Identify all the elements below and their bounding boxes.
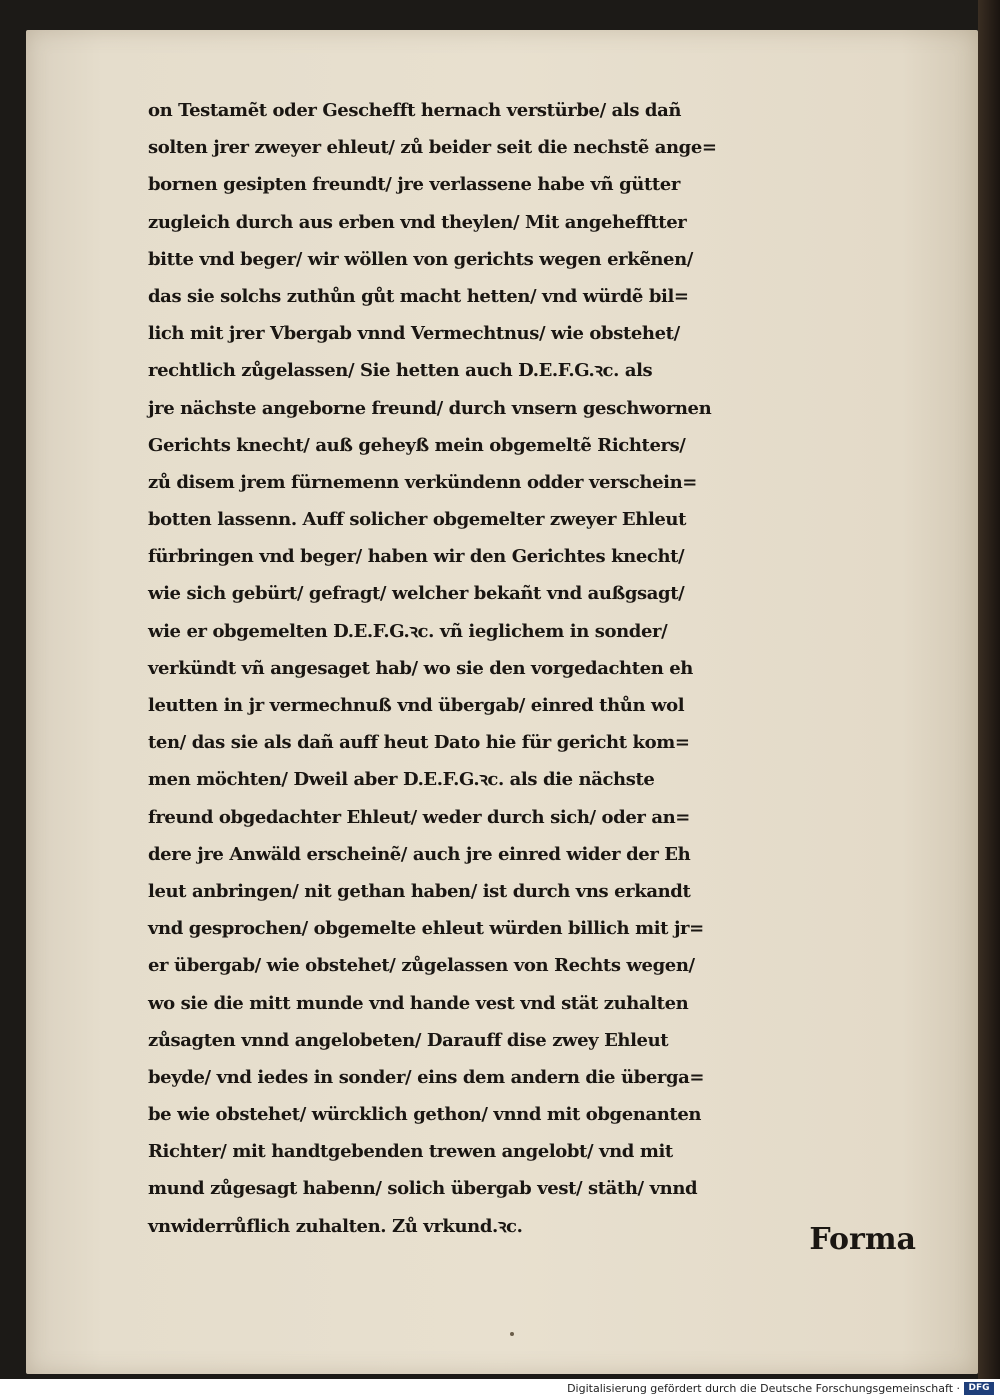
text-line: jre nächste angeborne freund/ durch vnsern geschwornen — [148, 397, 712, 419]
footer-credit: Digitalisierung gefördert durch die Deutsche Forschungsgemeinschaft · — [567, 1382, 960, 1395]
text-line: leutten in jr vermechnuß vnd übergab/ einred thůn wol — [148, 695, 685, 716]
text-line: verkündt vñ angesaget hab/ wo sie den vorgedachten eh — [148, 657, 693, 679]
text-line: Richter/ mit handtgebenden trewen angelobt/ vnd mit — [148, 1141, 673, 1163]
text-line: vnwiderrůflich zuhalten. Zů vrkund.ꝛc. — [148, 1215, 523, 1237]
text-line: leut anbringen/ nit gethan haben/ ist durch vns erkandt — [148, 880, 691, 902]
text-line: fürbringen vnd beger/ haben wir den Gerichtes knecht/ — [148, 546, 685, 568]
book-page — [26, 30, 978, 1374]
text-line: botten lassenn. Auff solicher obgemelter zweyer Ehleut — [148, 509, 687, 531]
text-line: ten/ das sie als dañ auff heut Dato hie für gericht kom= — [148, 732, 690, 754]
text-line: das sie solchs zuthůn gůt macht hetten/ vnd würdẽ bil= — [148, 285, 689, 307]
text-line: men möchten/ Dweil aber D.E.F.G.ꝛc. als die nächste — [148, 769, 655, 791]
text-line: bitte vnd beger/ wir wöllen von gerichts wegen erkẽnen/ — [148, 248, 693, 270]
text-line: zů disem jrem fürnemenn verkündenn odder verschein= — [148, 471, 697, 493]
text-line: beyde/ vnd iedes in sonder/ eins dem andern die überga= — [148, 1066, 705, 1088]
text-line: rechtlich zůgelassen/ Sie hetten auch D.E.F.G.ꝛc. als — [148, 360, 653, 382]
text-line: wie er obgemelten D.E.F.G.ꝛc. vñ ieglichem in sonder/ — [148, 620, 668, 642]
text-line: zůsagten vnnd angelobeten/ Darauff dise zwey Ehleut — [148, 1029, 669, 1051]
text-line: Gerichts knecht/ auß geheyß mein obgemeltẽ Richters/ — [148, 434, 686, 456]
catchword: Forma — [809, 1222, 916, 1257]
text-line: vnd gesprochen/ obgemelte ehleut würden billich mit jr= — [148, 918, 704, 940]
text-line: er übergab/ wie obstehet/ zůgelassen von Rechts wegen/ — [148, 955, 695, 977]
text-line: lich mit jrer Vbergab vnnd Vermechtnus/ wie obstehet/ — [148, 323, 680, 345]
text-line: freund obgedachter Ehleut/ weder durch sich/ oder an= — [148, 806, 690, 828]
book-edge — [978, 0, 1000, 1380]
text-line: mund zůgesagt habenn/ solich übergab vest/ stäth/ vnnd — [148, 1178, 698, 1200]
footer-bar — [0, 1379, 1000, 1397]
text-line: be wie obstehet/ würcklich gethon/ vnnd mit obgenanten — [148, 1104, 702, 1126]
text-line: zugleich durch aus erben vnd theylen/ Mit angehefftter — [148, 211, 687, 233]
text-line: wo sie die mitt munde vnd hande vest vnd stät zuhalten — [148, 992, 689, 1014]
text-line: bornen gesipten freundt/ jre verlassene habe vñ gütter — [148, 174, 680, 196]
text-block — [148, 92, 980, 1245]
text-line: dere jre Anwäld erscheinẽ/ auch jre einred wider der Eh — [148, 843, 691, 865]
text-line: wie sich gebürt/ gefragt/ welcher bekañt vnd außgsagt/ — [148, 583, 685, 605]
text-line: solten jrer zweyer ehleut/ zů beider seit die nechstẽ ange= — [148, 137, 717, 159]
text-line: on Testamẽt oder Geschefft hernach verstürbe/ als dañ — [148, 100, 682, 121]
page-mark — [510, 1332, 514, 1336]
dfg-logo: DFG — [964, 1382, 994, 1395]
